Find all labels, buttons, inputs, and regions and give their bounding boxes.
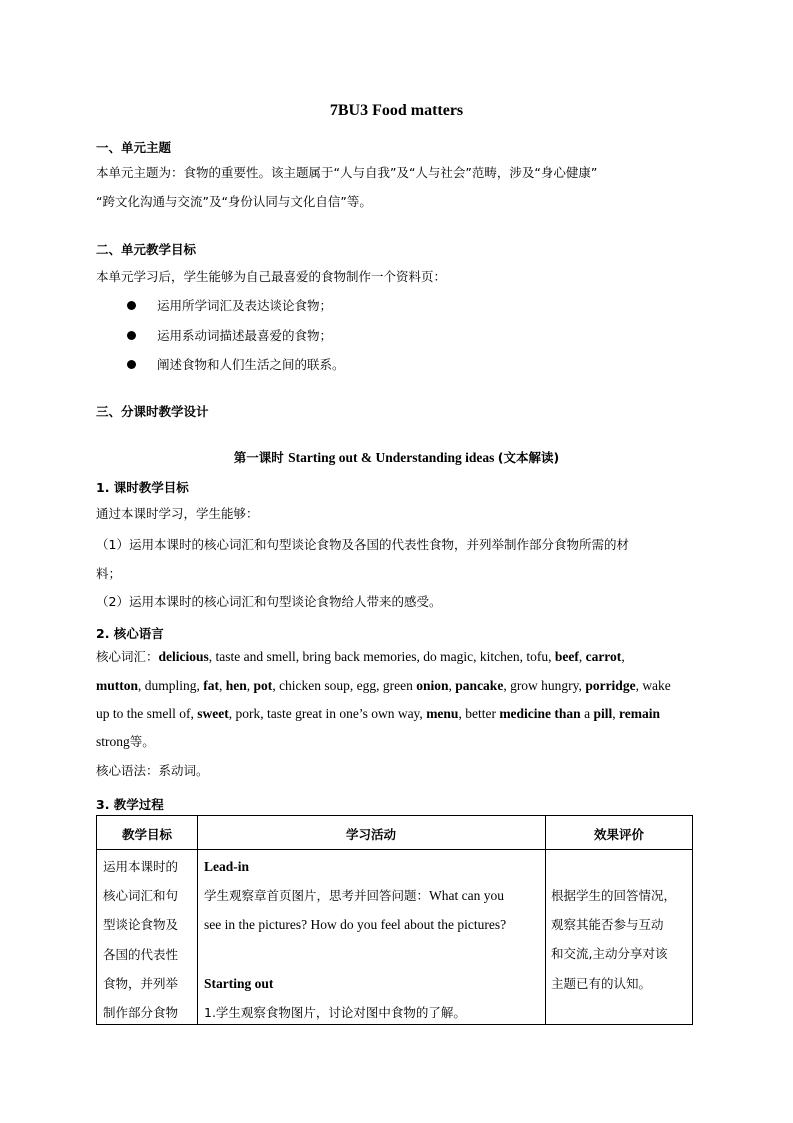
vocab-line-1-text <box>159 649 625 664</box>
vocab-keyword: fat <box>203 678 220 693</box>
vocab-line-2 <box>96 672 706 700</box>
vocab-text: up to the smell of, <box>96 706 198 721</box>
lesson-title-en: Starting out & Understanding ideas <box>288 450 498 465</box>
vocab-text: , <box>246 678 254 693</box>
vocab-keyword: carrot <box>585 649 622 664</box>
teaching-process-heading: 3. 教学过程 <box>96 797 164 812</box>
document-title: 7BU3 Food matters <box>329 102 464 119</box>
cell-line: 各国的代表性 <box>103 946 179 962</box>
vocab-keyword: remain <box>618 706 660 721</box>
bullet-text: 阐述食物和人们生活之间的联系。 <box>157 357 345 372</box>
lesson-goals-intro: 通过本课时学习，学生能够： <box>96 506 259 521</box>
table-cell-evaluation <box>551 881 693 998</box>
table-header-divider <box>97 849 692 850</box>
vocab-text: , pork, taste great in one’s own way, <box>228 706 427 721</box>
cell-line: 根据学生的回答情况， <box>551 888 677 903</box>
vocab-text: , chicken soup, egg, green <box>272 678 417 693</box>
vocab-keyword: pill <box>593 706 613 721</box>
vocab-line-1 <box>96 643 706 671</box>
starting-out-item: 1.学生观察食物图片，讨论对图中食物的了解。 <box>204 1004 466 1020</box>
table-header-goal: 教学目标 <box>121 827 172 842</box>
lesson-goal-2: （2）运用本课时的核心词汇和句型谈论食物给人带来的感受。 <box>96 594 442 609</box>
section-heading-unit-goals: 二、单元教学目标 <box>96 242 197 257</box>
vocab-text: , taste and smell, bring back memories, do magic, kitchen, tofu, <box>208 649 555 664</box>
lesson-goal-1-line-1: （1）运用本课时的核心词汇和句型谈论食物及各国的代表性食物，并列举制作部分食物所需的材 <box>96 537 629 552</box>
bullet-dot-icon <box>127 331 136 340</box>
vocab-keyword: medicine than <box>499 706 581 721</box>
cell-line: 主题已有的认知。 <box>551 975 652 991</box>
lesson-goal-1-line-2: 料； <box>96 566 122 581</box>
vocab-line-4 <box>96 728 706 756</box>
cell-line: 观察其能否参与互动 <box>551 917 664 933</box>
section-heading-unit-theme: 一、单元主题 <box>96 140 172 155</box>
vocab-text: , dumpling, <box>138 678 204 693</box>
lesson-title-tail: (文本解读) <box>497 450 560 465</box>
vocab-text: , <box>448 678 456 693</box>
vocab-keyword: pancake <box>455 678 504 693</box>
teaching-process-table <box>96 815 693 1025</box>
section-heading-lesson-design: 三、分课时教学设计 <box>96 404 209 419</box>
table-header-activity: 学习活动 <box>345 827 396 842</box>
core-grammar: 核心语法：系动词。 <box>96 763 209 778</box>
table-header-evaluation: 效果评价 <box>593 827 644 842</box>
cell-line: 型谈论食物及 <box>103 917 179 933</box>
bullet-text: 运用所学词汇及表达谈论食物； <box>157 298 333 313</box>
cell-line: 制作部分食物 <box>103 1005 179 1021</box>
lead-in-heading: Lead-in <box>204 859 250 874</box>
table-cell-activity <box>204 852 542 1027</box>
starting-out-heading: Starting out <box>204 975 274 991</box>
vocab-line-4-en: strong <box>96 734 130 749</box>
vocab-keyword: delicious <box>158 649 209 664</box>
vocab-text: a <box>580 706 594 721</box>
vocab-line-3 <box>96 700 706 728</box>
lesson-title-cn: 第一课时 <box>233 450 289 465</box>
cell-line: 核心词汇和句 <box>103 888 179 904</box>
vocab-text: , <box>578 649 586 664</box>
unit-goals-intro: 本单元学习后，学生能够为自己最喜爱的食物制作一个资料页： <box>96 269 447 284</box>
cell-line: 食物，并列举 <box>103 975 179 991</box>
bullet-text: 运用系动词描述最喜爱的食物； <box>157 328 333 343</box>
vocab-keyword: onion <box>416 678 449 693</box>
unit-theme-line-1: 本单元主题为：食物的重要性。该主题属于“人与自我”及“人与社会”范畴，涉及“身心健康” <box>96 165 598 180</box>
vocab-keyword: pot <box>253 678 273 693</box>
vocab-label: 核心词汇： <box>96 649 159 664</box>
table-cell-goal <box>103 852 195 1027</box>
bullet-dot-icon <box>127 360 136 369</box>
vocab-text: , <box>612 706 619 721</box>
vocab-text: , <box>621 649 625 664</box>
vocab-text: , <box>219 678 226 693</box>
lesson-goals-heading: 1. 课时教学目标 <box>96 480 189 495</box>
vocab-keyword: porridge <box>585 678 636 693</box>
vocab-keyword: beef <box>554 649 579 664</box>
vocab-keyword: mutton <box>96 678 139 693</box>
vocab-keyword: sweet <box>197 706 229 721</box>
vocab-text: , wake <box>635 678 671 693</box>
unit-theme-line-2: “跨文化沟通与交流”及“身份认同与文化自信”等。 <box>96 194 372 209</box>
vocab-keyword: menu <box>426 706 459 721</box>
vocab-text: , better <box>458 706 500 721</box>
lead-in-text-en: What can you <box>429 888 504 904</box>
lead-in-text-cn: 学生观察章首页图片，思考并回答问题： <box>204 888 430 904</box>
table-column-divider <box>545 816 546 1024</box>
cell-line: 和交流,主动分享对该 <box>551 946 668 962</box>
lead-in-text-line-2: see in the pictures? How do you feel about the pictures? <box>204 917 507 933</box>
lead-in-text-line-1 <box>204 881 542 910</box>
cell-line: 运用本课时的 <box>103 859 179 874</box>
lesson-title <box>0 448 793 466</box>
bullet-dot-icon <box>127 301 136 310</box>
table-column-divider <box>197 816 198 1024</box>
vocab-keyword: hen <box>225 678 247 693</box>
vocab-line-4-cn: 等。 <box>129 734 155 749</box>
core-language-heading: 2. 核心语言 <box>96 626 164 641</box>
vocab-text: , grow hungry, <box>503 678 586 693</box>
